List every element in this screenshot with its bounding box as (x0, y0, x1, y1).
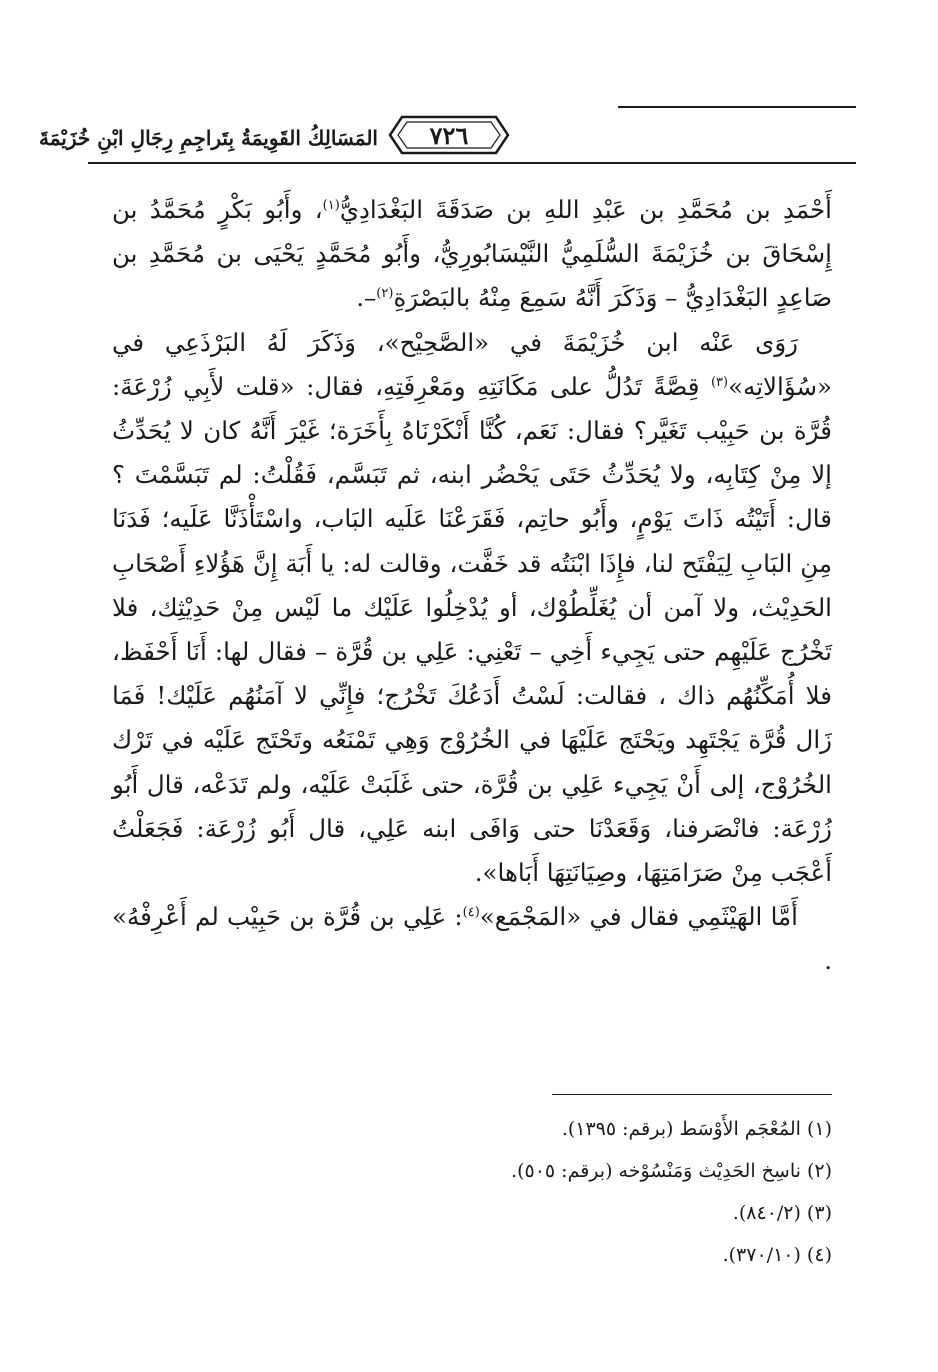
footnote-ref-2[interactable]: (٢) (376, 286, 394, 302)
footnote-ref-4[interactable]: (٤) (462, 905, 480, 921)
paragraph-3-text: أَمَّا الهَيْثَمِي فقال في «المَجْمَع» (479, 902, 798, 932)
footnote-ref-3[interactable]: (٣) (710, 374, 729, 390)
footnote-ref-1[interactable]: (١) (322, 197, 340, 213)
paragraph-3-text-2: : عَلِي بن قُرَّة بن حَبِيْب لم أَعْرِفْهُ» . (112, 902, 832, 976)
footnote-separator (552, 1094, 832, 1095)
footnote-3: (٣) (٨٤٠/٢). (732, 1202, 832, 1224)
paragraph-2 (112, 321, 832, 896)
paragraph-1-text-2: ، وأَبُو بَكْرٍ مُحَمَّدُ بن إِسْحَاقَ بن خُزَيْمَةَ السُّلَمِيُّ النَّيْسَابُورِيُّ، وأَبُو مُحَمَّدٍ يَحْيَى بن مُحَمَّدِ بن صَاعِدٍ البَغْدَادِيُّ – وَذَكَرَ أَنَّهُ سَمِعَ مِنْهُ بالبَصْرَةِ (112, 195, 832, 313)
running-title: المَسَالِكُ القَوِيمَةُ بِتَراجِمِ رِجَالِ ابْنِ خُزَيْمَةَ (39, 126, 378, 150)
footnote-1: (١) المُعْجَم الأَوْسَط (برقم: ١٣٩٥). (561, 1118, 832, 1140)
paragraph-1-text-3: –. (356, 283, 377, 313)
header-rule (88, 162, 856, 164)
page-number-frame (388, 114, 510, 156)
footnote-4: (٤) (٣٧٠/١٠). (722, 1244, 832, 1266)
main-text (112, 188, 832, 984)
footnote-2: (٢) ناسِخ الحَدِيْث وَمَنْسُوْخه (برقم: ٥٠٥). (511, 1160, 832, 1182)
footnotes (112, 1108, 832, 1276)
page-header (39, 96, 856, 166)
page-number: ٧٢٦ (429, 121, 469, 150)
paragraph-3 (112, 895, 832, 983)
paragraph-1-text: أَحْمَدِ بن مُحَمَّدِ بن عَبْدِ اللهِ بن صَدَقَةَ البَغْدَادِيُّ (339, 195, 832, 224)
header-top-rule (618, 106, 856, 108)
paragraph-1 (112, 188, 832, 321)
paragraph-2-text-2: قِصَّةً تَدُلُّ على مَكَانَتِهِ ومَعْرِفَتِهِ، فقال: «قلت لأَبِي زُرْعَةَ: قُرَّة بن حَبِيْب تَغَيَّر؟ فقال: نَعَم، كُنَّا أَنْكَرْنَاهُ بِأَخَرَة؛ غَيْرَ أَنَّهُ كان لا يُحَدِّثُ إلا مِنْ كِتَابِه، ولا يُحَدِّثُ حَتَى يَحْضُر ابنه، ثم تَبَسَّم، فَقُلْتُ: لم تَبَسَّمْتَ ؟ قال: أَتَيْتُه ذَاتَ يَوْمٍ، وأَبُو حاتِم، فَقَرَعْنَا عَلَيه البَاب، واسْتَأْذَنَّا عَلَيه؛ فَدَنَا مِنِ البَابِ لِيَفْتَح لنا، فإِذَا ابْنَتُه قد خَفَّت، وقالت له: يا أَبَة إِنَّ هَؤُلاءِ أَصْحَابِ الحَدِيْث، ولا آمن أن يُغَلِّطُوْك، أو يُدْخِلُوا عَلَيْك ما لَيْس مِنْ حَدِيْثِك، فلا تَخْرُج عَلَيْهِم حتى يَجِيء أَخِي – تَعْنِي: عَلِي بن قُرَّة – فقال لها: أَنَا أَحْفَظ، فلا أُمَكِّنُهُم ذاك ، فقالت: لَسْتُ أَدَعُكَ تَخْرُج؛ فإِنِّي لا آمَنُهُم عَلَيْك! فَمَا زَال قُرَّة يَجْتَهِد ويَحْتَج عَلَيْهَا في الخُرُوْج وَهِي تَمْنَعُه وتَحْتَج عَلَيْه في تَرْك الخُرُوْج، إلى أَنْ يَجِيء عَلِي بن قُرَّة، حتى غَلَبَتْ عَلَيْه، ولم تَدَعْه، قال أَبُو زُرْعَة: فانْصَرفنا، وَقَعَدْنَا حتى وَافَى ابنه عَلِي، قال أَبُو زُرْعَة: فَجَعَلْتُ أَعْجَب مِنْ صَرَامَتِهَا، وصِيَانَتِهَا أَبَاها». (112, 371, 832, 888)
paragraph-2-text: رَوَى عَنْه ابن خُزَيْمَةَ في «الصَّحِيْح»، وَذَكَرَ لَهُ البَرْذَعِي في «سُؤَالاتِه» (112, 327, 832, 401)
